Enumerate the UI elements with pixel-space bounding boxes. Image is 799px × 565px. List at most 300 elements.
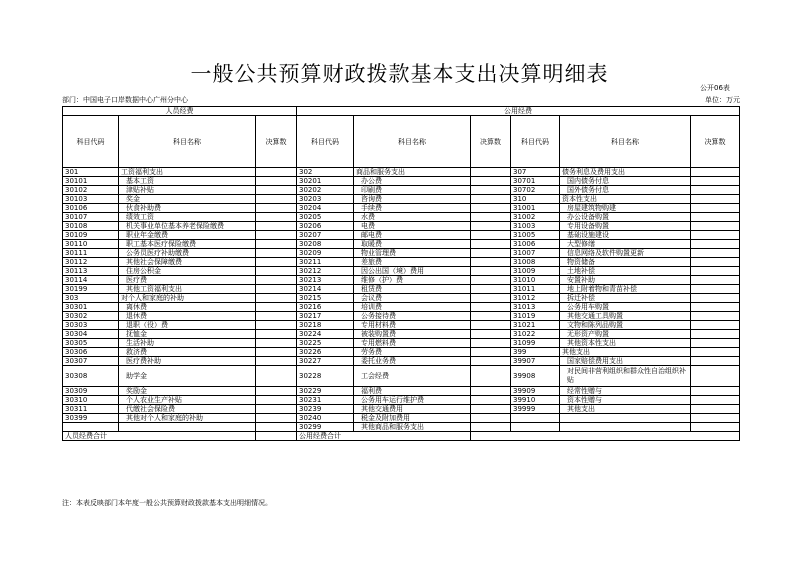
subject-code-cell bbox=[63, 423, 119, 432]
subject-code-cell: 31007 bbox=[511, 249, 560, 258]
group-header-personnel: 人员经费 bbox=[63, 107, 297, 116]
subject-code-cell: 31013 bbox=[511, 303, 560, 312]
column-header: 科目名称 bbox=[119, 116, 256, 168]
subject-name-cell: 委托业务费 bbox=[354, 357, 471, 366]
subject-code-cell: 31005 bbox=[511, 231, 560, 240]
subject-code-cell: 31001 bbox=[511, 204, 560, 213]
subject-code-cell: 30305 bbox=[63, 339, 119, 348]
column-header-row bbox=[63, 116, 740, 168]
subject-name-cell: 国外债务付息 bbox=[560, 186, 691, 195]
subject-code-cell: 30702 bbox=[511, 186, 560, 195]
subject-code-cell: 30225 bbox=[297, 339, 354, 348]
amount-cell bbox=[471, 321, 511, 330]
amount-cell bbox=[691, 177, 740, 186]
subject-code-cell: 30203 bbox=[297, 195, 354, 204]
amount-cell bbox=[691, 357, 740, 366]
subject-name-cell: 会议费 bbox=[354, 294, 471, 303]
personnel-total-amount bbox=[256, 432, 297, 441]
subject-name-cell: 抚恤金 bbox=[119, 330, 256, 339]
amount-cell bbox=[691, 204, 740, 213]
subject-code-cell: 30217 bbox=[297, 312, 354, 321]
subject-code-cell: 30226 bbox=[297, 348, 354, 357]
amount-cell bbox=[471, 258, 511, 267]
subject-name-cell: 信息网络及软件购置更新 bbox=[560, 249, 691, 258]
amount-cell bbox=[471, 267, 511, 276]
subject-name-cell: 土地补偿 bbox=[560, 267, 691, 276]
subject-code-cell: 30215 bbox=[297, 294, 354, 303]
subject-code-cell: 31002 bbox=[511, 213, 560, 222]
subject-code-cell: 30301 bbox=[63, 303, 119, 312]
table-row bbox=[63, 312, 740, 321]
subject-code-cell: 30228 bbox=[297, 366, 354, 387]
subject-code-cell: 310 bbox=[511, 195, 560, 204]
subject-code-cell: 30108 bbox=[63, 222, 119, 231]
subject-name-cell: 津贴补贴 bbox=[119, 186, 256, 195]
subject-code-cell: 30304 bbox=[63, 330, 119, 339]
amount-cell bbox=[256, 168, 297, 177]
column-header: 科目代码 bbox=[511, 116, 560, 168]
amount-cell bbox=[471, 312, 511, 321]
subject-name-cell: 国家赔偿费用支出 bbox=[560, 357, 691, 366]
subject-code-cell: 30240 bbox=[297, 414, 354, 423]
amount-cell bbox=[691, 387, 740, 396]
subject-code-cell: 31022 bbox=[511, 330, 560, 339]
amount-cell bbox=[691, 312, 740, 321]
subject-code-cell: 30114 bbox=[63, 276, 119, 285]
subject-code-cell: 30101 bbox=[63, 177, 119, 186]
subject-code-cell: 30113 bbox=[63, 267, 119, 276]
personnel-total-label: 人员经费合计 bbox=[63, 432, 256, 441]
unit-label: 单位：万元 bbox=[705, 96, 740, 104]
amount-cell bbox=[691, 249, 740, 258]
subject-code-cell: 30206 bbox=[297, 222, 354, 231]
amount-cell bbox=[691, 396, 740, 405]
amount-cell bbox=[471, 348, 511, 357]
subject-name-cell: 其他交通工具购置 bbox=[560, 312, 691, 321]
subject-code-cell: 31012 bbox=[511, 294, 560, 303]
amount-cell bbox=[691, 348, 740, 357]
subject-code-cell: 30107 bbox=[63, 213, 119, 222]
subject-name-cell: 福利费 bbox=[354, 387, 471, 396]
table-row bbox=[63, 294, 740, 303]
subject-name-cell: 差旅费 bbox=[354, 258, 471, 267]
amount-cell bbox=[256, 204, 297, 213]
subject-name-cell: 工会经费 bbox=[354, 366, 471, 387]
amount-cell bbox=[691, 222, 740, 231]
amount-cell bbox=[256, 396, 297, 405]
subject-code-cell: 30202 bbox=[297, 186, 354, 195]
subject-code-cell: 39909 bbox=[511, 387, 560, 396]
subject-name-cell bbox=[119, 423, 256, 432]
amount-cell bbox=[691, 423, 740, 432]
subject-name-cell: 其他交通费用 bbox=[354, 405, 471, 414]
subject-code-cell: 30110 bbox=[63, 240, 119, 249]
amount-cell bbox=[691, 258, 740, 267]
amount-cell bbox=[471, 222, 511, 231]
totals-row bbox=[63, 432, 740, 441]
subject-code-cell: 30199 bbox=[63, 285, 119, 294]
column-header: 科目代码 bbox=[297, 116, 354, 168]
amount-cell bbox=[471, 240, 511, 249]
subject-name-cell: 维修（护）费 bbox=[354, 276, 471, 285]
subject-name-cell: 职工基本医疗保险缴费 bbox=[119, 240, 256, 249]
subject-code-cell: 30239 bbox=[297, 405, 354, 414]
subject-name-cell: 工资福利支出 bbox=[119, 168, 256, 177]
amount-cell bbox=[256, 387, 297, 396]
subject-code-cell: 30201 bbox=[297, 177, 354, 186]
amount-cell bbox=[471, 423, 511, 432]
subject-name-cell: 办公费 bbox=[354, 177, 471, 186]
table-row bbox=[63, 258, 740, 267]
amount-cell bbox=[471, 357, 511, 366]
subject-code-cell: 30309 bbox=[63, 387, 119, 396]
subject-name-cell: 大型修缮 bbox=[560, 240, 691, 249]
subject-code-cell: 31021 bbox=[511, 321, 560, 330]
amount-cell bbox=[691, 339, 740, 348]
amount-cell bbox=[471, 294, 511, 303]
department-label: 部门：中国电子口岸数据中心广州分中心 bbox=[62, 96, 188, 104]
page-title: 一般公共预算财政拨款基本支出决算明细表 bbox=[190, 62, 609, 86]
subject-name-cell: 离休费 bbox=[119, 303, 256, 312]
table-row bbox=[63, 195, 740, 204]
amount-cell bbox=[471, 168, 511, 177]
amount-cell bbox=[691, 213, 740, 222]
subject-name-cell: 印刷费 bbox=[354, 186, 471, 195]
amount-cell bbox=[691, 405, 740, 414]
subject-code-cell: 30109 bbox=[63, 231, 119, 240]
amount-cell bbox=[691, 276, 740, 285]
subject-name-cell: 基本工资 bbox=[119, 177, 256, 186]
subject-code-cell: 30216 bbox=[297, 303, 354, 312]
subject-code-cell: 30224 bbox=[297, 330, 354, 339]
amount-cell bbox=[256, 249, 297, 258]
table-row bbox=[63, 186, 740, 195]
subject-name-cell: 咨询费 bbox=[354, 195, 471, 204]
subject-name-cell: 住房公积金 bbox=[119, 267, 256, 276]
subject-code-cell: 30207 bbox=[297, 231, 354, 240]
subject-name-cell: 邮电费 bbox=[354, 231, 471, 240]
subject-name-cell: 个人农业生产补贴 bbox=[119, 396, 256, 405]
amount-cell bbox=[691, 240, 740, 249]
subject-code-cell: 30212 bbox=[297, 267, 354, 276]
public-total-label: 公用经费合计 bbox=[297, 432, 471, 441]
subject-name-cell: 资本性赠与 bbox=[560, 396, 691, 405]
subject-code-cell: 31019 bbox=[511, 312, 560, 321]
subject-name-cell: 专用燃料费 bbox=[354, 339, 471, 348]
subject-name-cell: 助学金 bbox=[119, 366, 256, 387]
table-row bbox=[63, 222, 740, 231]
amount-cell bbox=[471, 213, 511, 222]
amount-cell bbox=[256, 294, 297, 303]
subject-name-cell: 办公设备购置 bbox=[560, 213, 691, 222]
amount-cell bbox=[691, 321, 740, 330]
amount-cell bbox=[256, 366, 297, 387]
subject-name-cell bbox=[560, 423, 691, 432]
subject-name-cell: 公务用车运行维护费 bbox=[354, 396, 471, 405]
subject-name-cell: 文物和陈列品购置 bbox=[560, 321, 691, 330]
subject-code-cell: 30103 bbox=[63, 195, 119, 204]
subject-code-cell: 30205 bbox=[297, 213, 354, 222]
amount-cell bbox=[471, 303, 511, 312]
table-row bbox=[63, 414, 740, 423]
subject-code-cell: 39908 bbox=[511, 366, 560, 387]
subject-code-cell: 30112 bbox=[63, 258, 119, 267]
amount-cell bbox=[256, 348, 297, 357]
subject-name-cell: 税金及附加费用 bbox=[354, 414, 471, 423]
amount-cell bbox=[471, 387, 511, 396]
subject-name-cell: 租赁费 bbox=[354, 285, 471, 294]
subject-name-cell: 伙食补助费 bbox=[119, 204, 256, 213]
subject-name-cell: 其他工资福利支出 bbox=[119, 285, 256, 294]
amount-cell bbox=[256, 276, 297, 285]
amount-cell bbox=[471, 204, 511, 213]
table-footnote: 注：本表反映部门本年度一般公共预算财政拨款基本支出明细情况。 bbox=[62, 499, 272, 507]
subject-name-cell: 其他支出 bbox=[560, 348, 691, 357]
amount-cell bbox=[471, 231, 511, 240]
amount-cell bbox=[691, 303, 740, 312]
subject-code-cell bbox=[511, 423, 560, 432]
table-row bbox=[63, 330, 740, 339]
subject-code-cell: 39910 bbox=[511, 396, 560, 405]
amount-cell bbox=[471, 177, 511, 186]
subject-name-cell: 国内债务付息 bbox=[560, 177, 691, 186]
subject-code-cell: 307 bbox=[511, 168, 560, 177]
subject-name-cell: 拆迁补偿 bbox=[560, 294, 691, 303]
amount-cell bbox=[471, 285, 511, 294]
subject-name-cell: 其他支出 bbox=[560, 405, 691, 414]
subject-code-cell: 30208 bbox=[297, 240, 354, 249]
subject-name-cell: 取暖费 bbox=[354, 240, 471, 249]
amount-cell bbox=[691, 294, 740, 303]
subject-code-cell: 30106 bbox=[63, 204, 119, 213]
amount-cell bbox=[471, 366, 511, 387]
subject-name-cell: 对个人和家庭的补助 bbox=[119, 294, 256, 303]
subject-name-cell: 职业年金缴费 bbox=[119, 231, 256, 240]
amount-cell bbox=[256, 357, 297, 366]
subject-name-cell: 水费 bbox=[354, 213, 471, 222]
amount-cell bbox=[691, 267, 740, 276]
subject-code-cell: 30231 bbox=[297, 396, 354, 405]
group-header-row bbox=[63, 107, 740, 116]
amount-cell bbox=[256, 321, 297, 330]
subject-code-cell: 30102 bbox=[63, 186, 119, 195]
subject-code-cell bbox=[511, 414, 560, 423]
subject-code-cell: 31009 bbox=[511, 267, 560, 276]
subject-name-cell: 手续费 bbox=[354, 204, 471, 213]
column-header: 决算数 bbox=[471, 116, 511, 168]
subject-code-cell: 31011 bbox=[511, 285, 560, 294]
subject-name-cell: 医疗费补助 bbox=[119, 357, 256, 366]
subject-name-cell bbox=[560, 414, 691, 423]
subject-code-cell: 302 bbox=[297, 168, 354, 177]
amount-cell bbox=[691, 231, 740, 240]
subject-code-cell: 30701 bbox=[511, 177, 560, 186]
group-header-public: 公用经费 bbox=[297, 107, 740, 116]
amount-cell bbox=[256, 222, 297, 231]
subject-code-cell: 30218 bbox=[297, 321, 354, 330]
subject-name-cell: 其他社会保障缴费 bbox=[119, 258, 256, 267]
subject-name-cell: 资本性支出 bbox=[560, 195, 691, 204]
amount-cell bbox=[471, 186, 511, 195]
subject-name-cell: 商品和服务支出 bbox=[354, 168, 471, 177]
table-row bbox=[63, 339, 740, 348]
subject-name-cell: 债务利息及费用支出 bbox=[560, 168, 691, 177]
amount-cell bbox=[256, 414, 297, 423]
table-row bbox=[63, 387, 740, 396]
subject-name-cell: 劳务费 bbox=[354, 348, 471, 357]
amount-cell bbox=[256, 213, 297, 222]
subject-name-cell: 救济费 bbox=[119, 348, 256, 357]
table-row bbox=[63, 276, 740, 285]
amount-cell bbox=[256, 267, 297, 276]
amount-cell bbox=[691, 168, 740, 177]
subject-name-cell: 地上附着物和青苗补偿 bbox=[560, 285, 691, 294]
subject-code-cell: 30227 bbox=[297, 357, 354, 366]
subject-name-cell: 公务接待费 bbox=[354, 312, 471, 321]
table-row bbox=[63, 357, 740, 366]
table-row bbox=[63, 423, 740, 432]
table-row bbox=[63, 396, 740, 405]
table-row bbox=[63, 177, 740, 186]
subject-code-cell: 30302 bbox=[63, 312, 119, 321]
table-row bbox=[63, 285, 740, 294]
form-number: 公开06表 bbox=[700, 84, 730, 92]
table-row bbox=[63, 366, 740, 387]
subject-name-cell: 机关事业单位基本养老保险缴费 bbox=[119, 222, 256, 231]
subject-code-cell: 30303 bbox=[63, 321, 119, 330]
subject-code-cell: 39999 bbox=[511, 405, 560, 414]
column-header: 决算数 bbox=[691, 116, 740, 168]
subject-name-cell: 专用材料费 bbox=[354, 321, 471, 330]
column-header: 科目名称 bbox=[560, 116, 691, 168]
amount-cell bbox=[256, 339, 297, 348]
column-header: 科目代码 bbox=[63, 116, 119, 168]
table-row bbox=[63, 303, 740, 312]
expenditure-detail-table bbox=[62, 106, 740, 441]
amount-cell bbox=[471, 339, 511, 348]
amount-cell bbox=[691, 330, 740, 339]
amount-cell bbox=[471, 249, 511, 258]
subject-name-cell: 物业管理费 bbox=[354, 249, 471, 258]
amount-cell bbox=[691, 186, 740, 195]
subject-name-cell: 公务用车购置 bbox=[560, 303, 691, 312]
subject-name-cell: 退休费 bbox=[119, 312, 256, 321]
subject-code-cell: 30299 bbox=[297, 423, 354, 432]
subject-name-cell: 退职（役）费 bbox=[119, 321, 256, 330]
subject-name-cell: 安置补助 bbox=[560, 276, 691, 285]
subject-name-cell: 生活补助 bbox=[119, 339, 256, 348]
amount-cell bbox=[256, 177, 297, 186]
subject-name-cell: 房屋建筑物购建 bbox=[560, 204, 691, 213]
amount-cell bbox=[256, 423, 297, 432]
amount-cell bbox=[256, 258, 297, 267]
amount-cell bbox=[256, 330, 297, 339]
amount-cell bbox=[256, 405, 297, 414]
amount-cell bbox=[256, 231, 297, 240]
table-row bbox=[63, 240, 740, 249]
public-total-amount bbox=[471, 432, 740, 441]
amount-cell bbox=[691, 285, 740, 294]
subject-code-cell: 31010 bbox=[511, 276, 560, 285]
subject-name-cell: 奖金 bbox=[119, 195, 256, 204]
subject-name-cell: 专用设备购置 bbox=[560, 222, 691, 231]
subject-name-cell: 其他商品和服务支出 bbox=[354, 423, 471, 432]
subject-code-cell: 303 bbox=[63, 294, 119, 303]
column-header: 决算数 bbox=[256, 116, 297, 168]
table-row bbox=[63, 405, 740, 414]
table-row bbox=[63, 204, 740, 213]
subject-name-cell: 奖励金 bbox=[119, 387, 256, 396]
amount-cell bbox=[471, 195, 511, 204]
table-row bbox=[63, 213, 740, 222]
amount-cell bbox=[471, 405, 511, 414]
subject-code-cell: 30310 bbox=[63, 396, 119, 405]
amount-cell bbox=[256, 312, 297, 321]
table-row bbox=[63, 231, 740, 240]
subject-name-cell: 无形资产购置 bbox=[560, 330, 691, 339]
subject-name-cell: 电费 bbox=[354, 222, 471, 231]
amount-cell bbox=[471, 330, 511, 339]
subject-code-cell: 30307 bbox=[63, 357, 119, 366]
subject-name-cell: 代缴社会保险费 bbox=[119, 405, 256, 414]
subject-code-cell: 30204 bbox=[297, 204, 354, 213]
subject-code-cell: 30209 bbox=[297, 249, 354, 258]
amount-cell bbox=[471, 414, 511, 423]
amount-cell bbox=[256, 303, 297, 312]
subject-name-cell: 基础设施建设 bbox=[560, 231, 691, 240]
amount-cell bbox=[256, 186, 297, 195]
subject-name-cell: 被装购置费 bbox=[354, 330, 471, 339]
subject-name-cell: 物资储备 bbox=[560, 258, 691, 267]
amount-cell bbox=[256, 240, 297, 249]
amount-cell bbox=[691, 195, 740, 204]
subject-code-cell: 30111 bbox=[63, 249, 119, 258]
subject-name-cell: 对民间非营利组织和群众性自治组织补贴 bbox=[560, 366, 691, 387]
amount-cell bbox=[256, 195, 297, 204]
subject-name-cell: 绩效工资 bbox=[119, 213, 256, 222]
subject-name-cell: 公务员医疗补助缴费 bbox=[119, 249, 256, 258]
subject-code-cell: 31006 bbox=[511, 240, 560, 249]
subject-code-cell: 30214 bbox=[297, 285, 354, 294]
amount-cell bbox=[691, 366, 740, 387]
subject-name-cell: 医疗费 bbox=[119, 276, 256, 285]
subject-code-cell: 39907 bbox=[511, 357, 560, 366]
subject-code-cell: 30399 bbox=[63, 414, 119, 423]
subject-code-cell: 30306 bbox=[63, 348, 119, 357]
amount-cell bbox=[256, 285, 297, 294]
table-row bbox=[63, 168, 740, 177]
subject-code-cell: 31008 bbox=[511, 258, 560, 267]
subject-name-cell: 经常性赠与 bbox=[560, 387, 691, 396]
table-row bbox=[63, 249, 740, 258]
table-row bbox=[63, 267, 740, 276]
amount-cell bbox=[691, 414, 740, 423]
table-row bbox=[63, 348, 740, 357]
subject-code-cell: 30211 bbox=[297, 258, 354, 267]
subject-name-cell: 培训费 bbox=[354, 303, 471, 312]
table-row bbox=[63, 321, 740, 330]
subject-code-cell: 31099 bbox=[511, 339, 560, 348]
subject-name-cell: 其他对个人和家庭的补助 bbox=[119, 414, 256, 423]
subject-code-cell: 399 bbox=[511, 348, 560, 357]
subject-code-cell: 30229 bbox=[297, 387, 354, 396]
subject-name-cell: 其他资本性支出 bbox=[560, 339, 691, 348]
column-header: 科目名称 bbox=[354, 116, 471, 168]
subject-code-cell: 30213 bbox=[297, 276, 354, 285]
subject-code-cell: 30311 bbox=[63, 405, 119, 414]
amount-cell bbox=[471, 276, 511, 285]
subject-code-cell: 31003 bbox=[511, 222, 560, 231]
